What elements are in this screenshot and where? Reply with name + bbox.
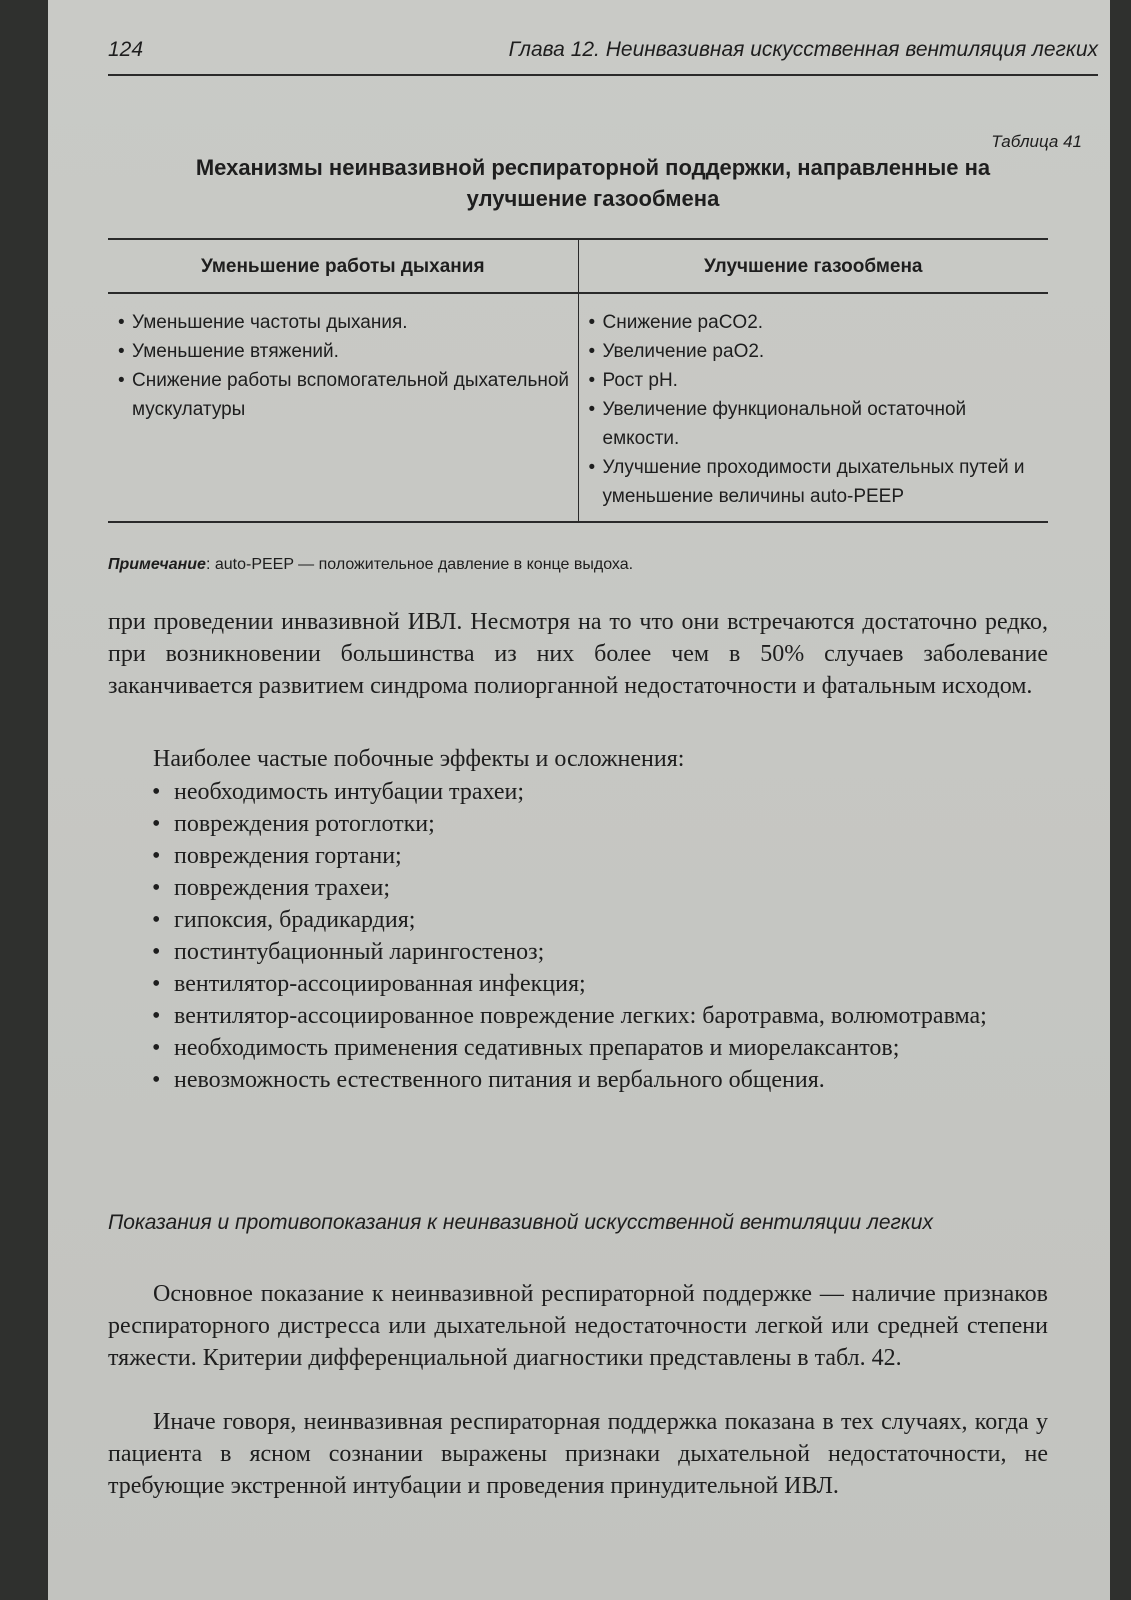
list-item: • Уменьшение втяжений. bbox=[118, 337, 572, 366]
list-item: • постинтубационный ларингостеноз; bbox=[108, 936, 1048, 968]
page-header bbox=[108, 30, 1098, 76]
list-item: • невозможность естественного питания и вербального общения. bbox=[108, 1064, 1048, 1096]
list-item: • повреждения трахеи; bbox=[108, 872, 1048, 904]
table-header-row bbox=[108, 239, 1048, 293]
list-item: • Уменьшение частоты дыхания. bbox=[118, 308, 572, 337]
list-item: • необходимость интубации трахеи; bbox=[108, 776, 1048, 808]
page-number: 124 bbox=[108, 38, 144, 61]
list-item: • вентилятор-ассоциированная инфекция; bbox=[108, 968, 1048, 1000]
column-header-gas-exchange: Улучшение газообмена bbox=[578, 239, 1048, 293]
table-row bbox=[108, 293, 1048, 522]
running-title: Глава 12. Неинвазивная искусственная вентиляция легких bbox=[508, 38, 1098, 61]
cell-work-of-breathing bbox=[108, 293, 578, 522]
paragraph-complications-intro: при проведении инвазивной ИВЛ. Несмотря на то что они встречаются достаточно редко, при возникновении большинства из них более чем в 50% случаев заболевание заканчивается развитием синдрома полиорганной недостаточности и фатальным исходом. bbox=[108, 609, 1048, 699]
note-label: Примечание bbox=[108, 556, 206, 573]
paragraph-main-indication: Основное показание к неинвазивной респираторной поддержке — наличие признаков респираторного дистресса или дыхательной недостаточности легкой или средней степени тяжести. Критерии дифференциальной диагностики представлены в табл. 42. bbox=[108, 1281, 1048, 1371]
table-label: Таблица 41 bbox=[991, 132, 1082, 151]
mechanisms-table bbox=[108, 238, 1048, 523]
section-heading: Показания и противопоказания к неинвазивной искусственной вентиляции легких bbox=[108, 1211, 933, 1234]
note-text: : auto-PEEP — положительное давление в конце выдоха. bbox=[205, 556, 634, 573]
table-title: Механизмы неинвазивной респираторной поддержки, направленные на улучшение газообмена bbox=[195, 155, 991, 211]
effects-list bbox=[108, 776, 1048, 1096]
paragraph-effects-lead: Наиболее частые побочные эффекты и осложнения: bbox=[153, 746, 685, 772]
table-note bbox=[108, 556, 633, 574]
list-item: • повреждения ротоглотки; bbox=[108, 808, 1048, 840]
list-item: • Снижение paCO2. bbox=[589, 308, 1043, 337]
list-item: • гипоксия, брадикардия; bbox=[108, 904, 1048, 936]
list-item: • вентилятор-ассоциированное повреждение легких: баротравма, волюмотравма; bbox=[108, 1000, 1048, 1032]
list-item: • повреждения гортани; bbox=[108, 840, 1048, 872]
list-item: • Снижение работы вспомогательной дыхательной мускулатуры bbox=[118, 366, 572, 424]
book-page bbox=[48, 0, 1110, 1600]
list-item: • Увеличение функциональной остаточной емкости. bbox=[589, 395, 1043, 453]
list-item: • Рост pH. bbox=[589, 366, 1043, 395]
list-item: • необходимость применения седативных препаратов и миорелаксантов; bbox=[108, 1032, 1048, 1064]
list-item: • Улучшение проходимости дыхательных путей и уменьшение величины auto-PEEP bbox=[589, 453, 1043, 511]
column-header-work-of-breathing: Уменьшение работы дыхания bbox=[108, 239, 578, 293]
cell-gas-exchange bbox=[578, 293, 1048, 522]
paragraph-in-other-words: Иначе говоря, неинвазивная респираторная поддержка показана в тех случаях, когда у пациента в ясном сознании выражены признаки дыхательной недостаточности, не требующие экстренной интубации и проведения принудительной ИВЛ. bbox=[108, 1409, 1048, 1499]
list-item: • Увеличение paO2. bbox=[589, 337, 1043, 366]
